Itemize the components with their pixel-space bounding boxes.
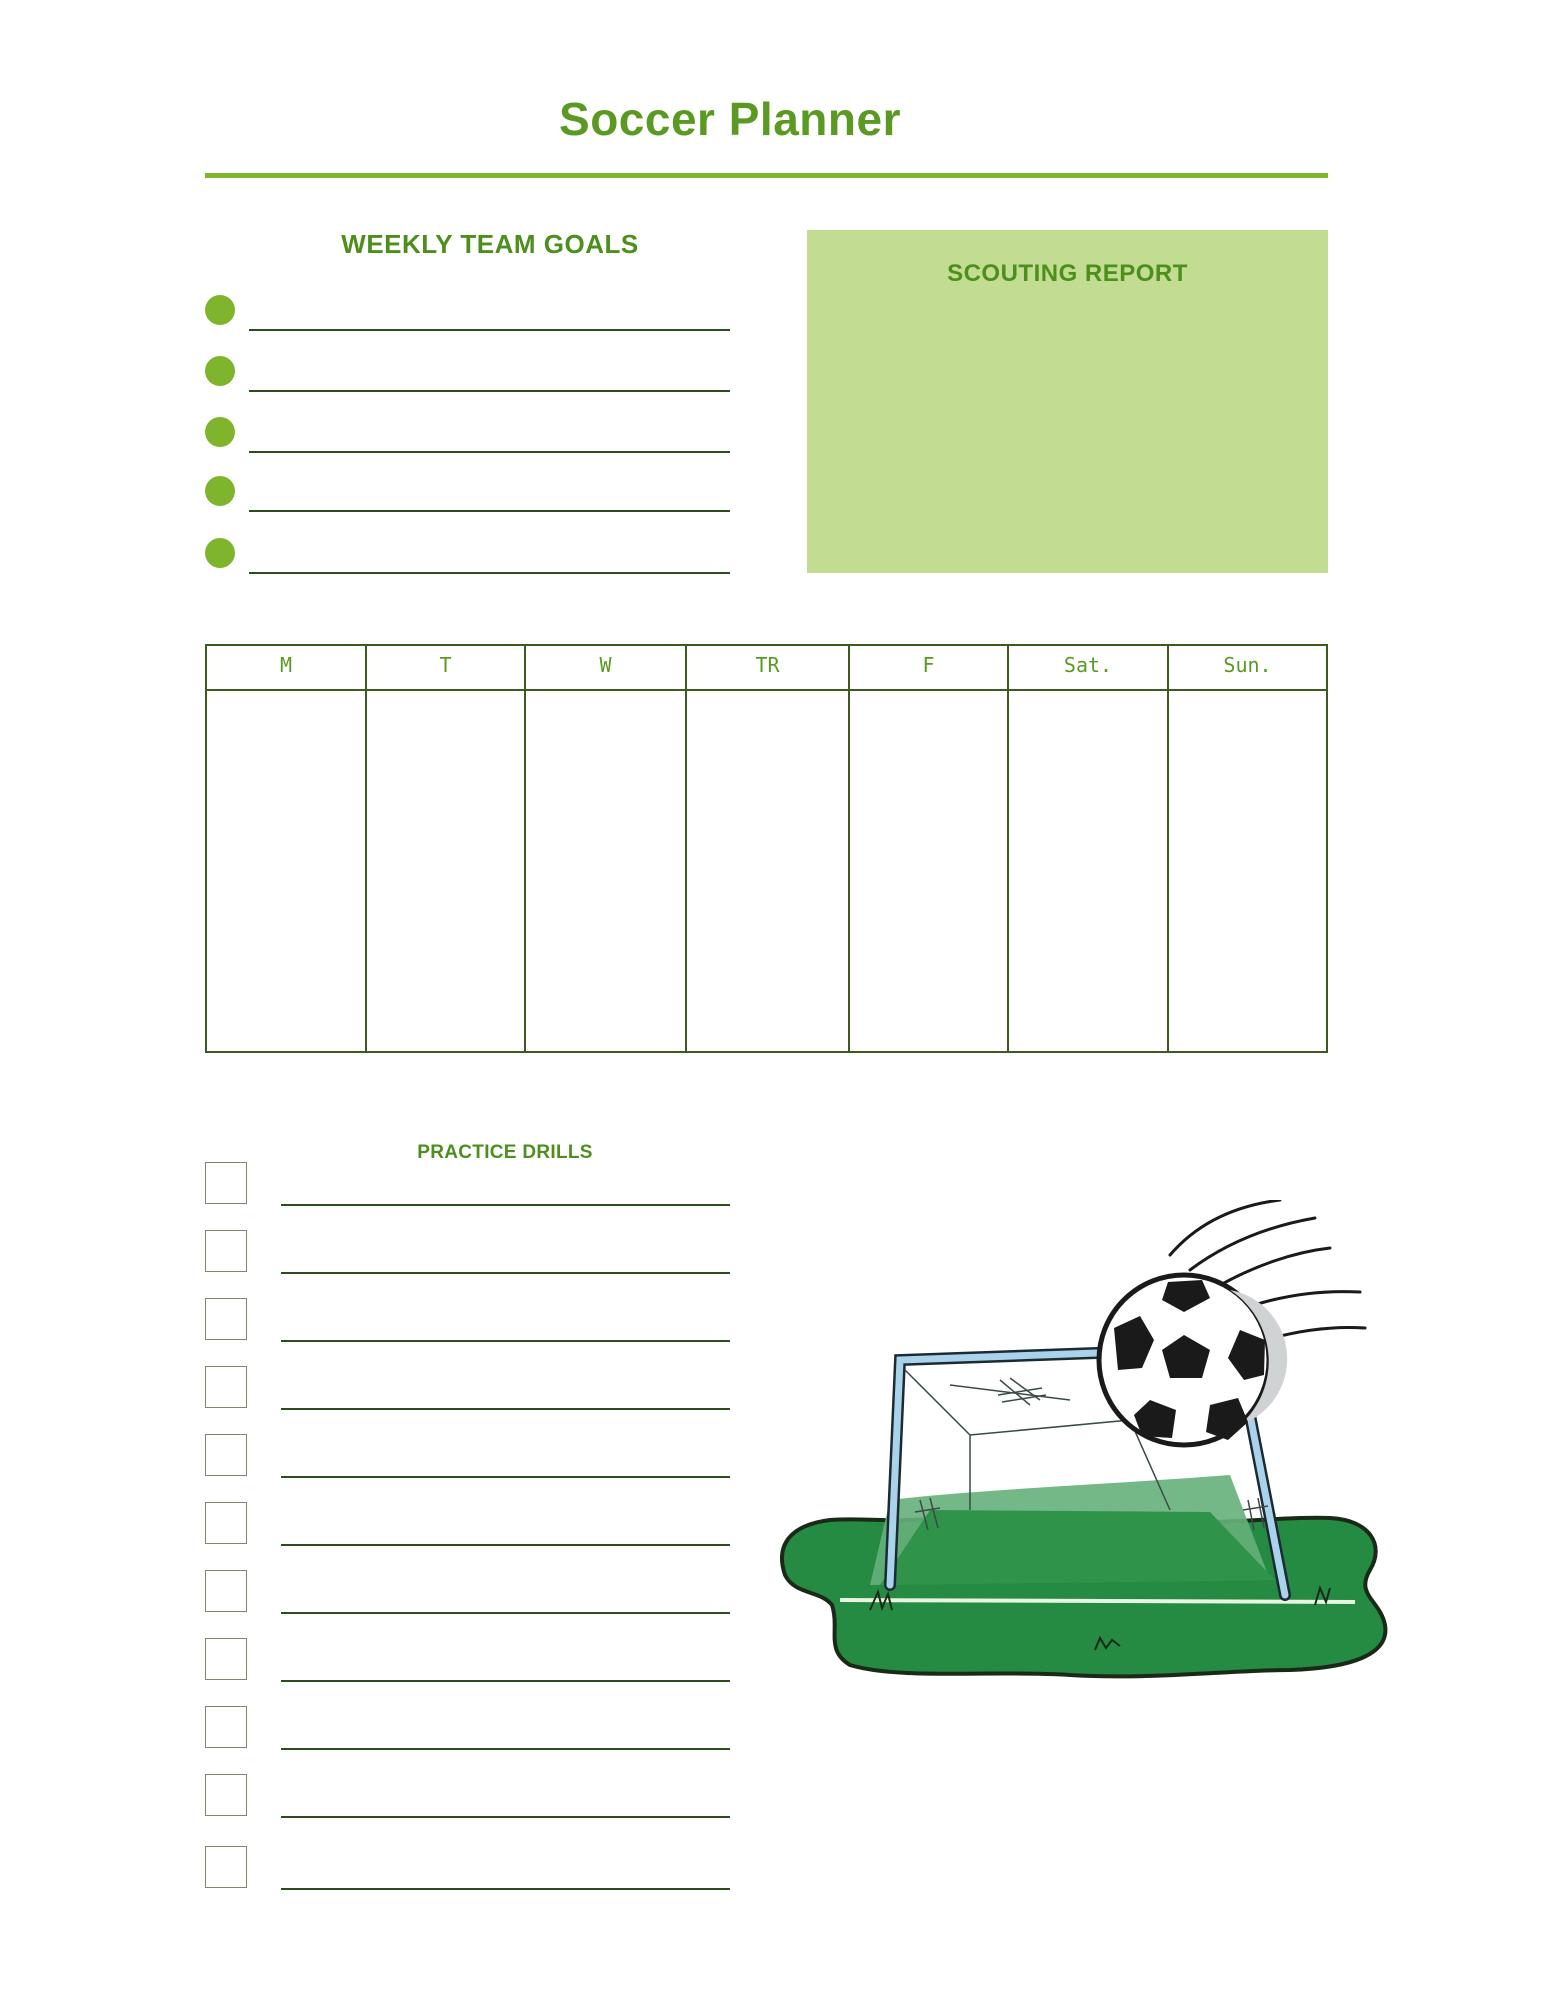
goal-entry-line[interactable]: [249, 510, 730, 512]
day-column-sun[interactable]: [1169, 646, 1326, 1051]
bullet-dot-icon: [205, 295, 235, 325]
drill-item[interactable]: [205, 1638, 730, 1682]
day-label: Sun.: [1223, 653, 1272, 677]
drill-item[interactable]: [205, 1434, 730, 1478]
goal-item[interactable]: [205, 356, 730, 392]
drill-item[interactable]: [205, 1570, 730, 1614]
drill-entry-line[interactable]: [281, 1476, 730, 1478]
practice-drills-heading: PRACTICE DRILLS: [417, 1142, 593, 1163]
bullet-dot-icon: [205, 417, 235, 447]
day-label: W: [599, 653, 612, 677]
drill-entry-line[interactable]: [281, 1816, 730, 1818]
checkbox[interactable]: [205, 1298, 247, 1340]
day-column-fri[interactable]: [850, 646, 1009, 1051]
drill-item[interactable]: [205, 1162, 730, 1206]
day-column-mon[interactable]: [207, 646, 367, 1051]
checkbox[interactable]: [205, 1706, 247, 1748]
goal-entry-line[interactable]: [249, 390, 730, 392]
title-divider: [205, 173, 1328, 178]
checkbox[interactable]: [205, 1366, 247, 1408]
drill-entry-line[interactable]: [281, 1204, 730, 1206]
drill-item[interactable]: [205, 1298, 730, 1342]
drill-item[interactable]: [205, 1502, 730, 1546]
checkbox[interactable]: [205, 1846, 247, 1888]
day-column-wed[interactable]: [526, 646, 687, 1051]
day-column-sat[interactable]: [1009, 646, 1169, 1051]
bullet-dot-icon: [205, 538, 235, 568]
bullet-dot-icon: [205, 476, 235, 506]
drill-item[interactable]: [205, 1846, 730, 1890]
checkbox[interactable]: [205, 1638, 247, 1680]
soccer-goal-ball-icon: [770, 1200, 1400, 1700]
goal-item[interactable]: [205, 476, 730, 512]
scouting-report-box[interactable]: [807, 230, 1328, 573]
goals-heading: WEEKLY TEAM GOALS: [341, 229, 639, 259]
goal-item[interactable]: [205, 295, 730, 331]
drill-item[interactable]: [205, 1366, 730, 1410]
drill-entry-line[interactable]: [281, 1888, 730, 1890]
goal-item[interactable]: [205, 417, 730, 453]
drill-item[interactable]: [205, 1706, 730, 1750]
checkbox[interactable]: [205, 1230, 247, 1272]
drill-entry-line[interactable]: [281, 1544, 730, 1546]
bullet-dot-icon: [205, 356, 235, 386]
checkbox[interactable]: [205, 1570, 247, 1612]
checkbox[interactable]: [205, 1774, 247, 1816]
drill-item[interactable]: [205, 1230, 730, 1274]
day-label: Sat.: [1063, 653, 1113, 677]
checkbox[interactable]: [205, 1434, 247, 1476]
day-column-thu[interactable]: [687, 646, 850, 1051]
checkbox[interactable]: [205, 1162, 247, 1204]
drill-entry-line[interactable]: [281, 1612, 730, 1614]
goal-item[interactable]: [205, 538, 730, 574]
drill-entry-line[interactable]: [281, 1408, 730, 1410]
day-label: F: [922, 653, 935, 677]
page-title: Soccer Planner: [559, 93, 901, 145]
day-label: M: [279, 653, 293, 677]
goal-entry-line[interactable]: [249, 572, 730, 574]
drill-entry-line[interactable]: [281, 1340, 730, 1342]
checkbox[interactable]: [205, 1502, 247, 1544]
drill-entry-line[interactable]: [281, 1680, 730, 1682]
goal-entry-line[interactable]: [249, 329, 730, 331]
goal-entry-line[interactable]: [249, 451, 730, 453]
day-label: TR: [755, 653, 780, 677]
day-label: T: [439, 653, 452, 677]
drill-entry-line[interactable]: [281, 1272, 730, 1274]
drill-entry-line[interactable]: [281, 1748, 730, 1750]
scouting-report-heading: SCOUTING REPORT: [947, 260, 1188, 287]
weekly-schedule-grid: [205, 644, 1328, 1053]
day-column-tue[interactable]: [367, 646, 526, 1051]
drill-item[interactable]: [205, 1774, 730, 1818]
